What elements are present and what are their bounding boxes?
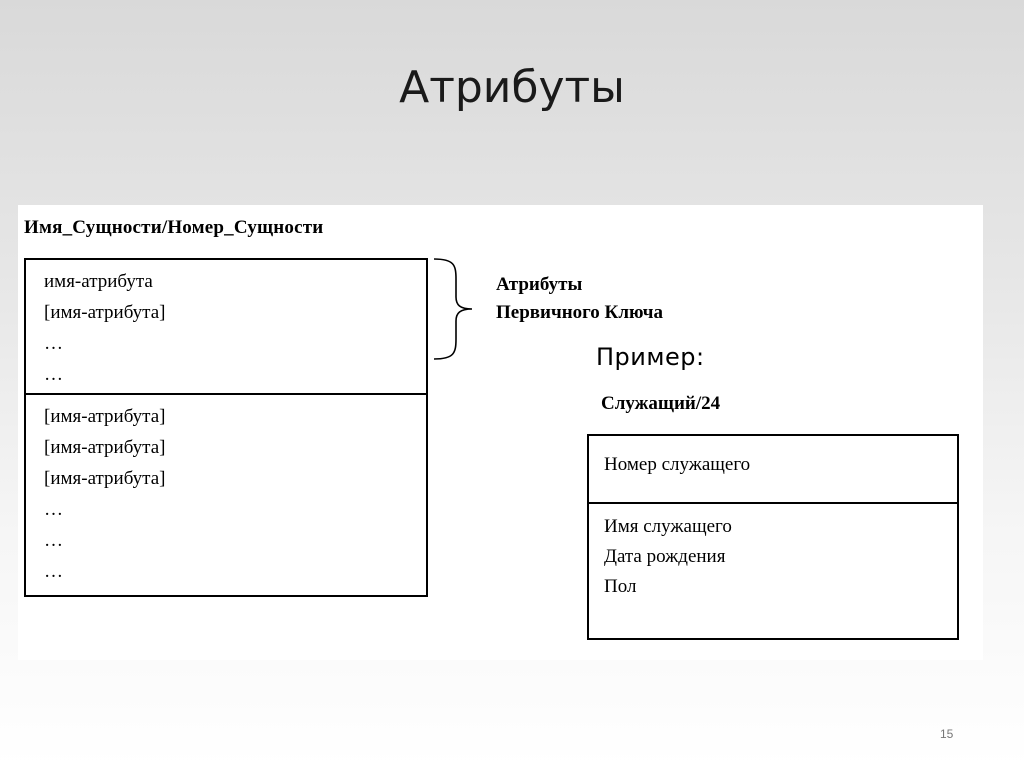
- curly-brace-icon: [430, 257, 484, 361]
- non-key-attribute: [имя-атрибута]: [44, 437, 166, 458]
- non-key-attribute: …: [44, 530, 63, 551]
- page-number: 15: [940, 727, 954, 741]
- example-attribute: Дата рождения: [604, 546, 726, 567]
- key-attribute: имя-атрибута: [44, 271, 153, 292]
- non-key-attribute: …: [44, 499, 63, 520]
- example-title: Пример:: [596, 343, 705, 371]
- primary-key-label-line1: Атрибуты: [496, 274, 583, 295]
- entity-figure: [18, 205, 983, 660]
- non-key-attribute-list: [44, 401, 165, 587]
- example-entity-header: Служащий/24: [601, 393, 721, 414]
- example-attributes-box: [587, 502, 959, 640]
- non-key-attribute: [имя-атрибута]: [44, 468, 166, 489]
- non-key-attributes-box: [24, 393, 428, 597]
- entity-header: Имя_Сущности/Номер_Сущности: [24, 217, 324, 238]
- key-attribute: …: [44, 364, 63, 385]
- key-attribute: [имя-атрибута]: [44, 302, 166, 323]
- key-attribute: …: [44, 333, 63, 354]
- non-key-attribute: [имя-атрибута]: [44, 406, 166, 427]
- slide-title: Атрибуты: [399, 62, 625, 113]
- primary-key-label: [496, 271, 663, 327]
- key-attributes-box: [24, 258, 428, 395]
- example-key-box: [587, 434, 959, 504]
- key-attribute-list: [44, 266, 165, 390]
- example-key-attribute: Номер служащего: [604, 454, 751, 475]
- non-key-attribute: …: [44, 561, 63, 582]
- primary-key-label-line2: Первичного Ключа: [496, 302, 664, 323]
- example-attribute: Пол: [604, 576, 637, 597]
- example-attribute: Имя служащего: [604, 516, 732, 537]
